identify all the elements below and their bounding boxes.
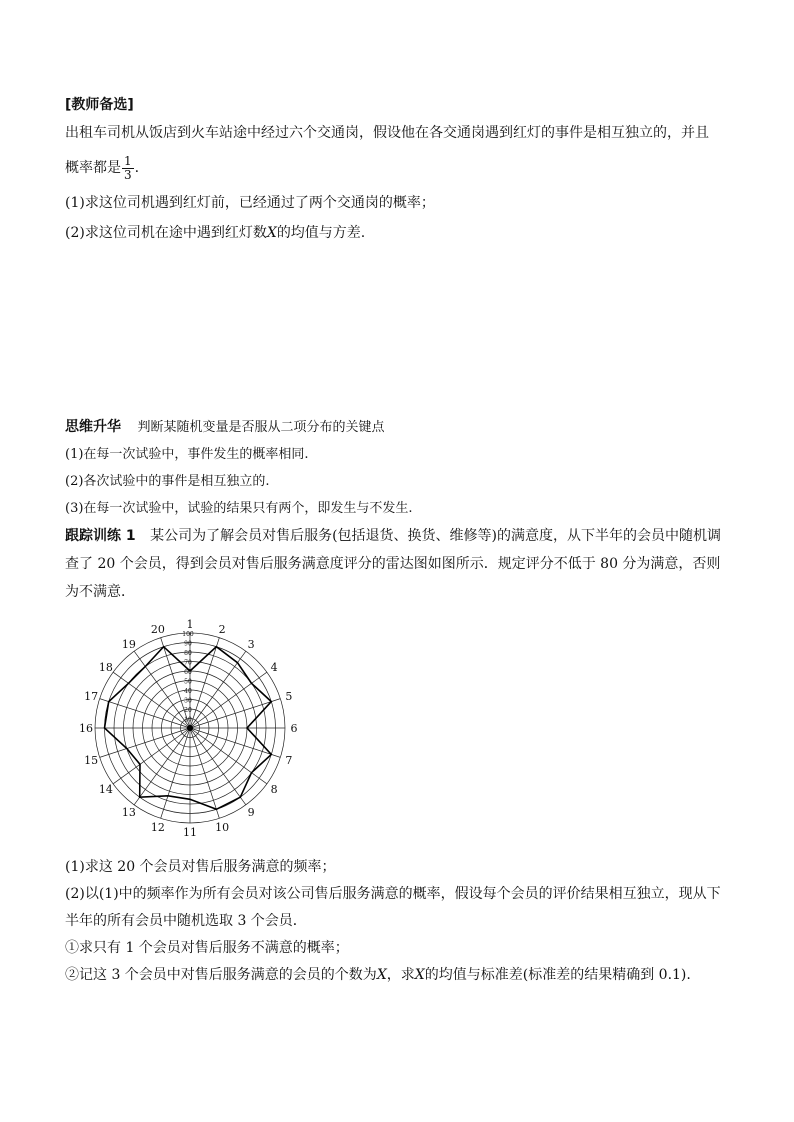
exercise-line1 xyxy=(65,526,721,546)
variable-x: X xyxy=(414,967,425,983)
chart-center-hub xyxy=(187,725,193,731)
category-label: 10 xyxy=(215,820,230,834)
exercise-question-2-line1: (2)以(1)中的频率作为所有会员对该公司售后服务满意的概率，假设每个会员的评价结果相互独立，现从下 xyxy=(65,886,721,902)
radial-tick-label: 90 xyxy=(184,640,192,648)
category-label: 4 xyxy=(270,660,278,674)
radar-chart xyxy=(70,612,310,842)
category-label: 1 xyxy=(186,618,194,631)
fraction xyxy=(122,155,134,182)
thinking-header xyxy=(65,417,384,438)
exercise-question-2-line2: 半年的所有会员中随机选取 3 个会员． xyxy=(65,913,307,929)
category-label: 17 xyxy=(84,689,99,703)
fraction-numerator: 1 xyxy=(124,153,132,168)
thinking-title: 判断某随机变量是否服从二项分布的关键点 xyxy=(137,420,385,435)
category-label: 8 xyxy=(270,783,278,797)
grid-spoke xyxy=(113,728,190,784)
category-label: 12 xyxy=(150,820,165,834)
exercise-question-2b xyxy=(65,965,691,985)
category-label: 16 xyxy=(79,722,93,735)
radial-tick-label: 60 xyxy=(184,669,192,676)
category-label: 3 xyxy=(247,637,255,651)
variable-x: X xyxy=(266,225,277,241)
category-label: 14 xyxy=(98,783,113,797)
category-label: 20 xyxy=(150,623,165,637)
category-label: 18 xyxy=(98,660,113,674)
radial-tick-label: 70 xyxy=(184,659,192,667)
thinking-point-1: (1)在每一次试验中，事件发生的概率相同. xyxy=(65,447,309,462)
exercise-line3: 为不满意． xyxy=(65,584,135,600)
teacher-line2-suffix: . xyxy=(134,160,140,176)
teacher-problem-line1: 出租车司机从饭店到火车站途中经过六个交通岗，假设他在各交通岗遇到红灯的事件是相互独立的，并且 xyxy=(65,125,709,141)
radial-tick-label: 80 xyxy=(184,650,192,657)
thinking-point-3: (3)在每一次试验中，试验的结果只有两个，即发生与不发生. xyxy=(65,501,413,516)
teacher-q2-suffix: 的均值与方差. xyxy=(276,225,366,241)
category-label: 2 xyxy=(218,623,226,637)
radial-tick-label: 30 xyxy=(184,697,192,705)
grid-spoke xyxy=(113,672,190,728)
thinking-point-2: (2)各次试验中的事件是相互独立的. xyxy=(65,474,270,489)
category-label: 15 xyxy=(84,754,99,768)
fraction-denominator: 3 xyxy=(124,167,132,182)
grid-spoke xyxy=(190,728,246,805)
thinking-heading: 思维升华 xyxy=(65,419,121,435)
category-label: 19 xyxy=(121,637,136,651)
exercise-question-2a: ①求只有 1 个会员对售后服务不满意的概率； xyxy=(65,940,349,956)
category-label: 7 xyxy=(285,754,293,768)
teacher-question-2 xyxy=(65,223,365,243)
radial-tick-label: 20 xyxy=(184,707,192,714)
grid-spoke xyxy=(134,728,190,805)
exercise-text-1: 某公司为了解会员对售后服务(包括退货、换货、维修等)的满意度，从下半年的会员中随机调 xyxy=(150,528,721,544)
exercise-question-1: (1)求这 20 个会员对售后服务满意的频率； xyxy=(65,859,336,875)
category-label: 6 xyxy=(290,722,298,735)
teacher-question-1: (1)求这位司机遇到红灯前，已经通过了两个交通岗的概率； xyxy=(65,195,435,211)
exercise-line2: 查了 20 个会员，得到会员对售后服务满意度评分的雷达图如图所示．规定评分不低于 80 分为满意，否则 xyxy=(65,556,721,572)
radial-tick-label: 40 xyxy=(184,688,192,695)
radial-tick-label: 10 xyxy=(184,716,192,724)
category-label: 11 xyxy=(183,826,197,839)
category-label: 13 xyxy=(121,806,136,820)
q2b-mid: ，求 xyxy=(386,967,415,983)
variable-x: X xyxy=(376,967,387,983)
teacher-section-heading: [教师备选] xyxy=(65,97,134,113)
category-label: 9 xyxy=(247,806,255,820)
exercise-heading: 跟踪训练 1 xyxy=(65,528,136,544)
radial-tick-label: 100 xyxy=(182,631,194,638)
q2b-suffix: 的均值与标准差(标准差的结果精确到 0.1). xyxy=(424,967,691,983)
teacher-problem-line2 xyxy=(65,153,139,183)
category-label: 5 xyxy=(285,689,293,703)
radial-tick-label: 50 xyxy=(184,678,192,686)
teacher-line2-prefix: 概率都是 xyxy=(65,160,121,176)
q2b-prefix: ②记这 3 个会员中对售后服务满意的会员的个数为 xyxy=(65,967,377,983)
teacher-q2-prefix: (2)求这位司机在途中遇到红灯数 xyxy=(65,225,267,241)
